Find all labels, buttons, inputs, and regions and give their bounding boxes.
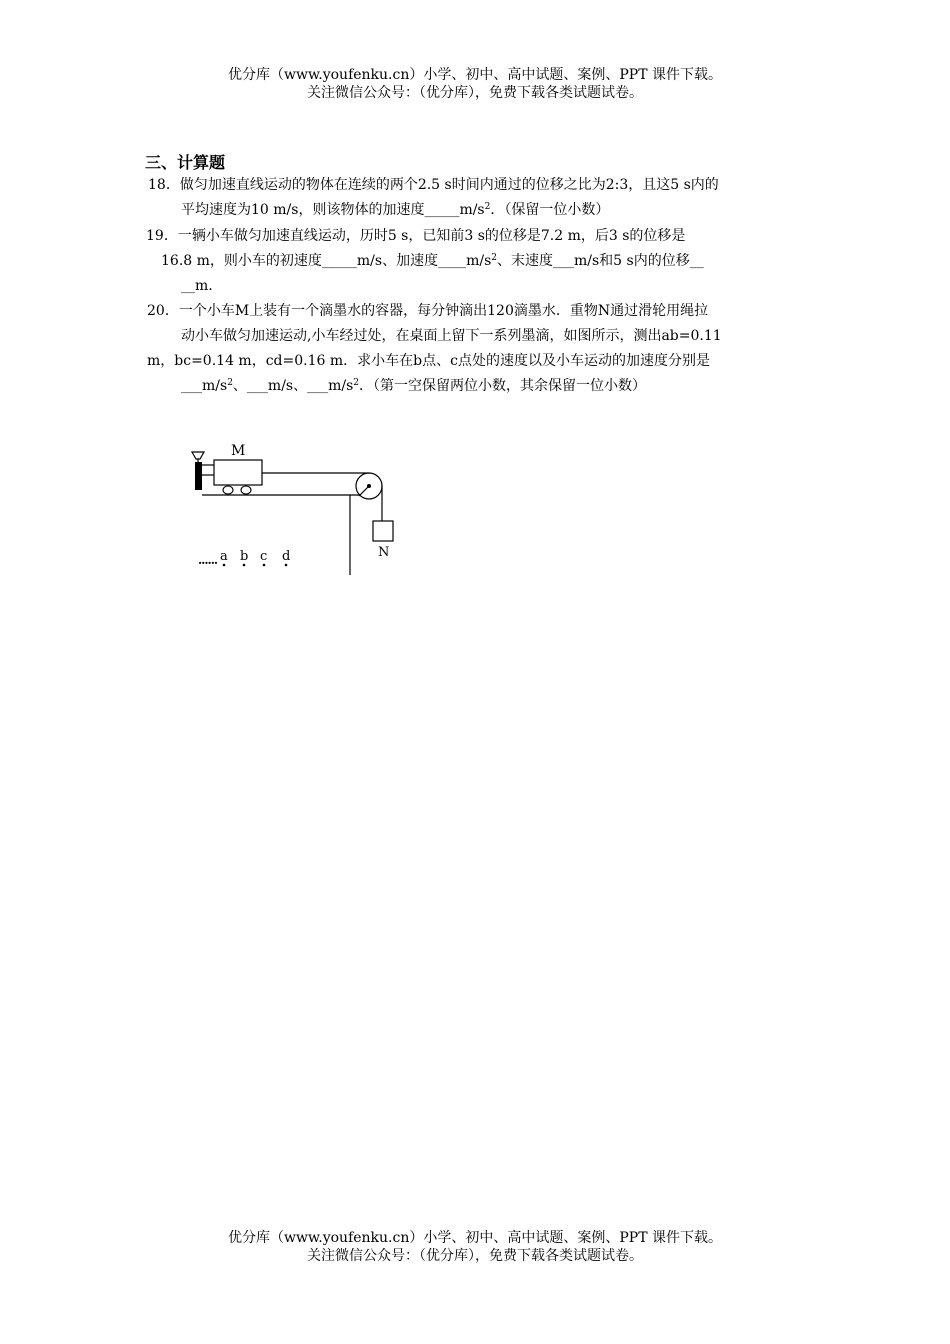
ink-drop-b — [243, 564, 246, 567]
q18-line-2: 平均速度为10 m/s，则该物体的加速度$\_\_\_\_\_m/s^2$．（保留一位小数） — [181, 202, 610, 218]
drop-label-c: c — [260, 549, 268, 564]
cart-wheel-left — [223, 486, 233, 494]
header-line-1: 优分库（www.youfenku.cn）小学、初中、高中试题、案例、PPT 课件下载。 — [227, 67, 722, 83]
q19-line-2: 16.8 m，则小车的初速度_____m/s、加速度$\_\_\_\_m/s^2$、末速度___m/s和5 s内的位移__ — [161, 253, 704, 269]
ink-drop-d — [285, 564, 288, 567]
q19-line-3: __m. — [181, 278, 213, 294]
ink-container — [195, 462, 202, 490]
ink-drop-a — [223, 564, 226, 567]
cart-label: M — [231, 443, 246, 459]
header-line-2: 关注微信公众号：（优分库），免费下载各类试题试卷。 — [307, 85, 643, 101]
cart-wheel-right — [241, 486, 251, 494]
drop-label-a: a — [220, 549, 228, 564]
drop-label-d: d — [282, 549, 291, 564]
q20-line-2: 动小车做匀加速运动,小车经过处，在桌面上留下一系列墨滴，如图所示，测出ab=0.11 — [181, 328, 722, 344]
q18-line-1: 18．做匀加速直线运动的物体在连续的两个2.5 s时间内通过的位移之比为2:3，且这5 s内的 — [148, 177, 719, 193]
drop-label-b: b — [240, 549, 249, 564]
ink-dots: ...... — [198, 553, 218, 567]
q20-line-4: $\_\_\_m/s^2$、___m/s、$\_\_\_m/s^2$．（第一空保留两位小数，其余保留一位小数） — [181, 378, 647, 394]
dropper-icon — [192, 452, 204, 459]
q20-line-1: 20．一个小车M上装有一个滴墨水的容器，每分钟滴出120滴墨水．重物N通过滑轮用绳拉 — [147, 303, 709, 319]
footer-line-1: 优分库（www.youfenku.cn）小学、初中、高中试题、案例、PPT 课件下载。 — [227, 1230, 722, 1246]
ink-drop-c — [263, 564, 266, 567]
weight-block — [373, 521, 393, 541]
q19-line-1: 19．一辆小车做匀加速直线运动，历时5 s，已知前3 s的位移是7.2 m，后3 s的位移是 — [146, 228, 686, 244]
q20-line-3: m，bc=0.14 m，cd=0.16 m．求小车在b点、c点处的速度以及小车运动的加速度分别是 — [147, 353, 710, 369]
cart-pulley-figure — [185, 435, 400, 580]
page-footer — [0, 1229, 950, 1265]
footer-line-2: 关注微信公众号：（优分库），免费下载各类试题试卷。 — [307, 1248, 643, 1264]
weight-label: N — [378, 545, 390, 560]
cart-body — [214, 460, 262, 485]
section-title: 三、计算题 — [145, 153, 226, 172]
page-header — [0, 66, 950, 102]
